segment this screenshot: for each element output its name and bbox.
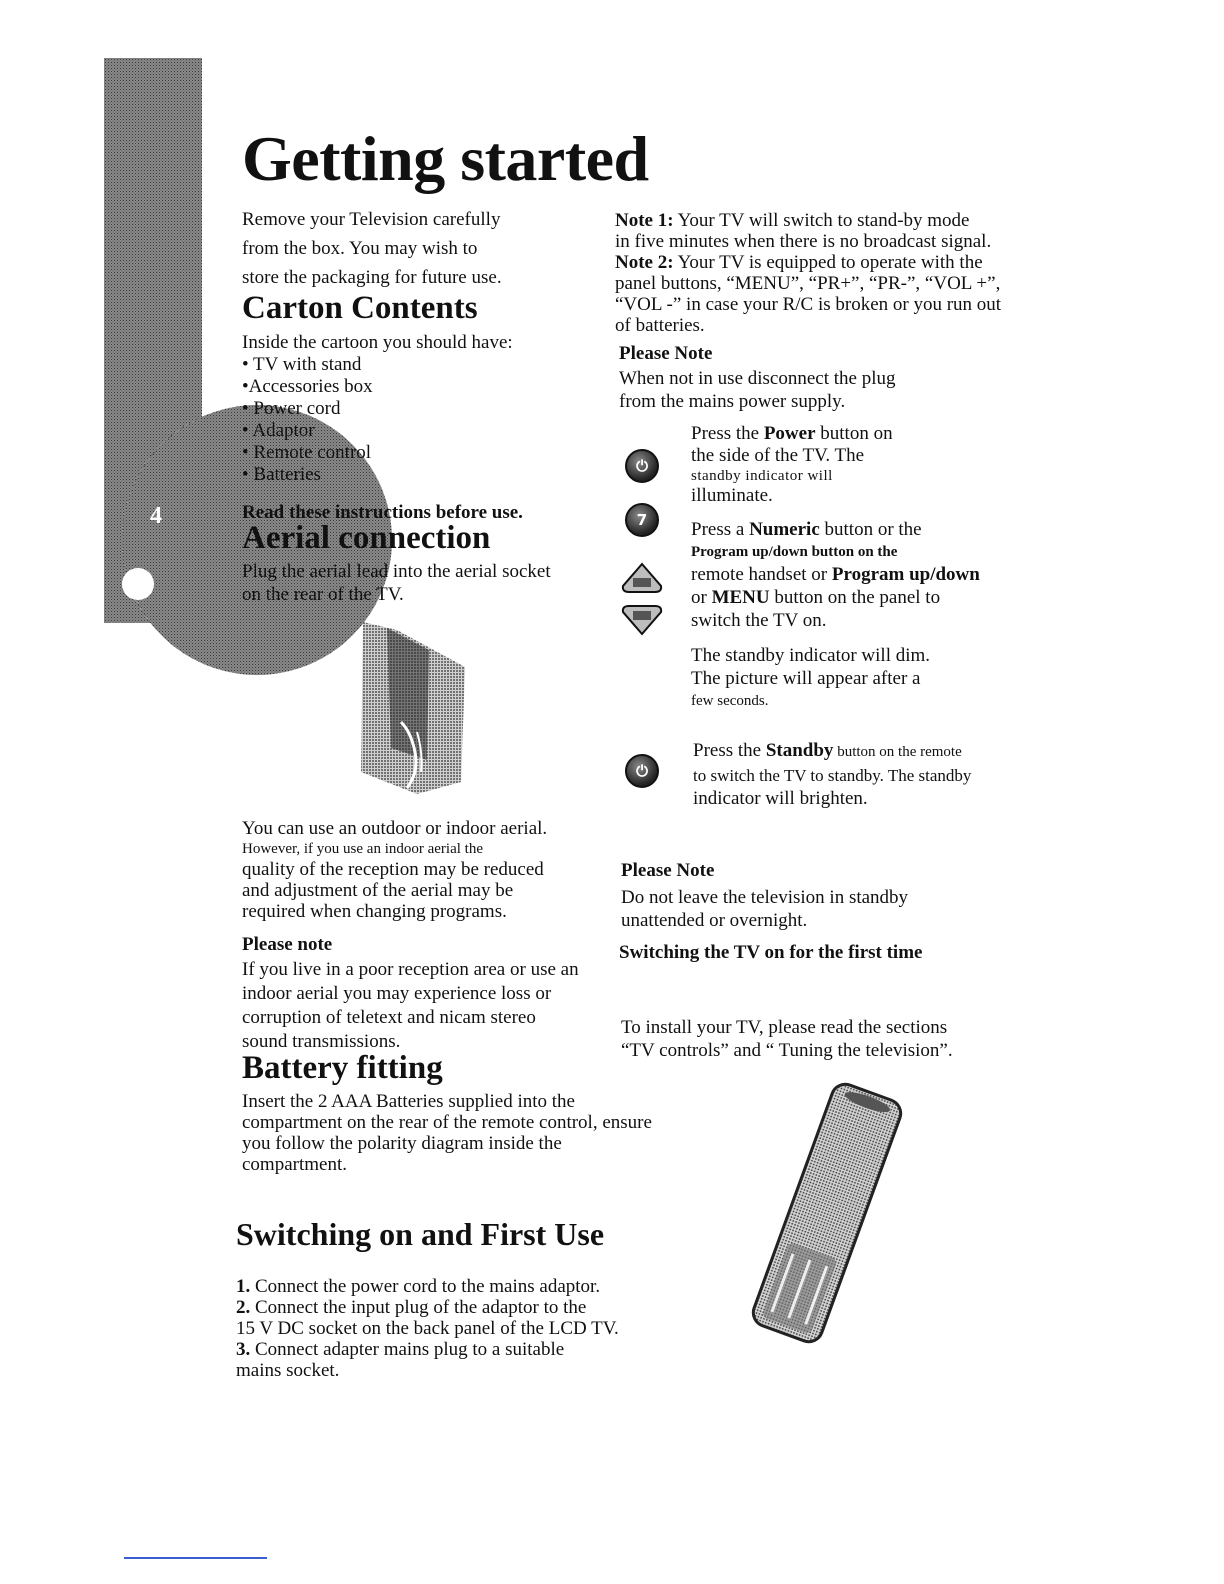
list-item: • Batteries bbox=[242, 464, 321, 485]
intro-text: Remove your Television carefully from the box. You may wish to store the packaging for future use. bbox=[242, 209, 502, 288]
first-time-heading: Switching the TV on for the first time bbox=[619, 942, 923, 963]
list-item: mains socket. bbox=[236, 1360, 340, 1381]
power-button-icon: ⏻ bbox=[625, 449, 659, 483]
list-item: • Adaptor bbox=[242, 420, 315, 441]
standby-button-icon: ⏻ bbox=[625, 754, 659, 788]
list-item: 2. Connect the input plug of the adaptor to the bbox=[236, 1297, 587, 1318]
battery-fitting-heading: Battery fitting bbox=[242, 1050, 443, 1086]
list-item: 15 V DC socket on the back panel of the LCD TV. bbox=[236, 1318, 619, 1339]
program-up-icon bbox=[621, 562, 663, 601]
standby-dim-text: The standby indicator will dim. The picture will appear after a few seconds. bbox=[691, 645, 931, 709]
disconnect-note-text: When not in use disconnect the plug from the mains power supply. bbox=[619, 368, 896, 412]
battery-fitting-text: Insert the 2 AAA Batteries supplied into the compartment on the rear of the remote control, ensure you follow the polarity diagram inside the compartment. bbox=[242, 1091, 652, 1175]
list-item: •Accessories box bbox=[242, 376, 373, 397]
aerial-usage-text: You can use an outdoor or indoor aerial. However, if you use an indoor aerial the quality of the reception may be reduced and adjustment of the aerial may be required when changing programs. bbox=[242, 818, 548, 922]
please-note-heading: Please note bbox=[242, 934, 333, 955]
notes-block: Note 1: Your TV will switch to stand-by mode in five minutes when there is no broadcast signal. Note 2: Your TV is equipped to operate with the panel buttons, “MENU”, “PR+”, “PR-”, “VOL +”, “VOL -” in case your R/C is broken or you run out of batteries. bbox=[615, 210, 1002, 336]
read-instructions-warning: Read these instructions before use. bbox=[242, 502, 523, 523]
program-down-icon bbox=[621, 602, 663, 641]
page-title: Getting started bbox=[242, 123, 649, 194]
carton-contents-list: Inside the cartoon you should have: • TV with stand •Accessories box • Power cord • Adaptor • Remote control • Batteries bbox=[242, 332, 513, 485]
list-item: • Remote control bbox=[242, 442, 372, 463]
list-item: • TV with stand bbox=[242, 354, 362, 375]
standby-instructions: Press the Standby button on the remote to switch the TV to standby. The standby indicator will brighten. bbox=[693, 740, 972, 809]
decorative-dot bbox=[122, 568, 154, 600]
power-instructions: Press the Power button on the side of the TV. The standby indicator will illuminate. bbox=[691, 423, 893, 506]
please-note-heading: Please Note bbox=[619, 343, 713, 364]
switching-on-heading: Switching on and First Use bbox=[236, 1216, 605, 1252]
reception-note-text: If you live in a poor reception area or use an indoor aerial you may experience loss or corruption of teletext and nicam stereo sound transmissions. bbox=[242, 959, 579, 1052]
remote-control-illustration bbox=[742, 1082, 912, 1344]
please-note-heading: Please Note bbox=[621, 860, 715, 881]
switching-on-steps bbox=[236, 1276, 619, 1381]
numeric-instructions: Press a Numeric button or the Program up/down button on the remote handset or Program up/down or MENU button on the panel to switch the TV on. bbox=[691, 519, 980, 631]
first-time-text: To install your TV, please read the sections “TV controls” and “ Tuning the television”. bbox=[621, 1017, 953, 1061]
list-item: 3. Connect adapter mains plug to a suitable bbox=[236, 1339, 565, 1360]
footer-rule bbox=[124, 1557, 267, 1559]
list-item: • Power cord bbox=[242, 398, 341, 419]
page-number: 4 bbox=[150, 503, 162, 529]
numeric-button-icon: 7 bbox=[625, 503, 659, 537]
aerial-instructions: Plug the aerial lead into the aerial socket on the rear of the TV. bbox=[242, 561, 551, 605]
list-item: 1. Connect the power cord to the mains adaptor. bbox=[236, 1276, 601, 1297]
tv-aerial-illustration bbox=[357, 622, 465, 794]
standby-warning-text: Do not leave the television in standby unattended or overnight. bbox=[621, 887, 909, 931]
aerial-connection-heading: Aerial connection bbox=[242, 520, 491, 556]
carton-contents-heading: Carton Contents bbox=[242, 290, 478, 326]
